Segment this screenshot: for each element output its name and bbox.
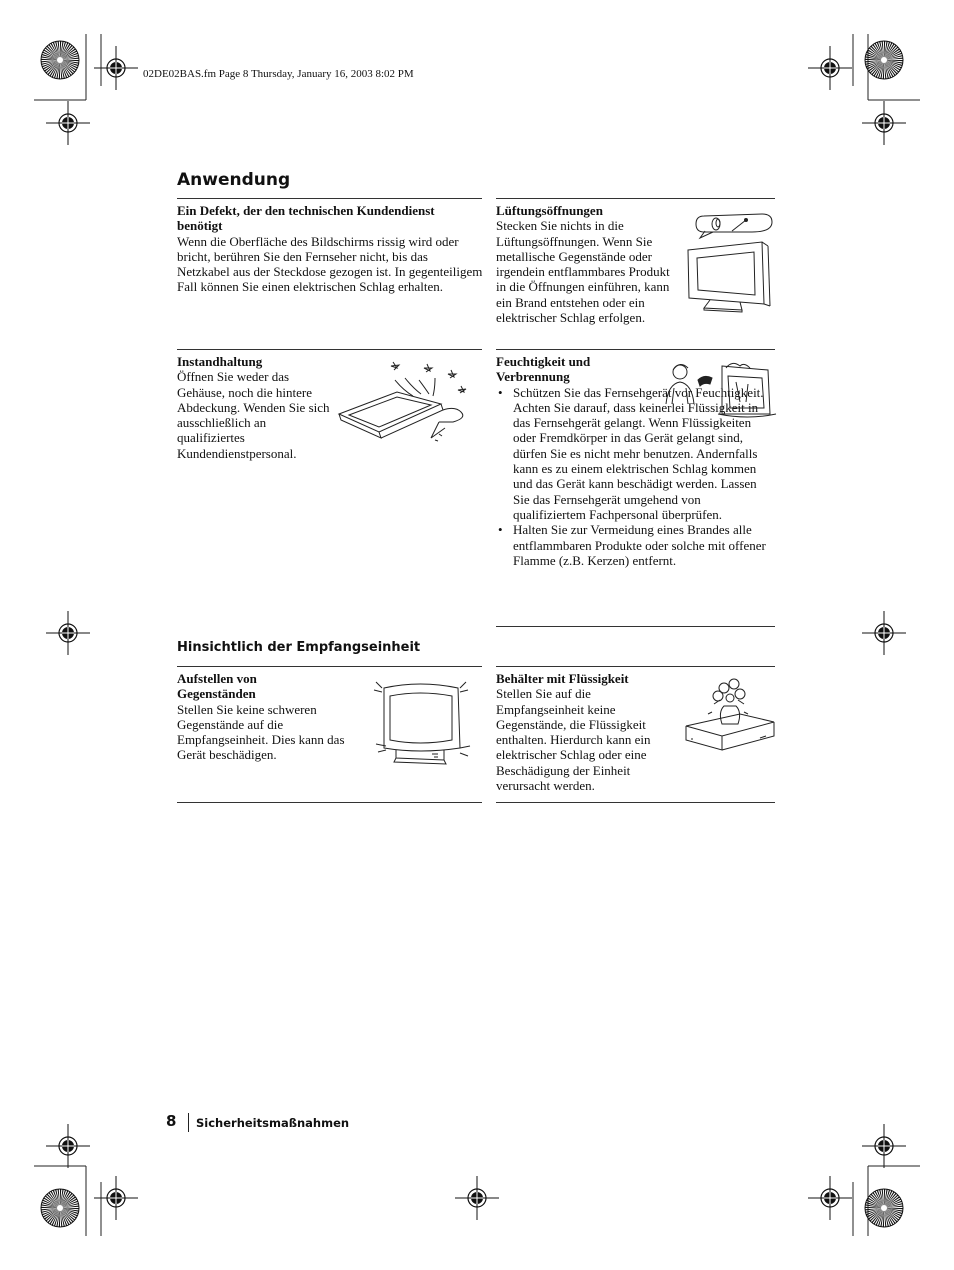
divider (177, 349, 482, 350)
list-item: • Schützen Sie das Fernsehgerät vor Feuchtigkeit. Achten Sie darauf, dass keinerlei Flüssigkeit in das Fernsehgerät gelangt. Wenn Flüssigkeiten oder Fremdkörper in das Gerät gelangt sind, dürfen Sie es nicht mehr benutzen. Andernfalls kann es zu einem elektrischen Schlag kommen und das Gerät kann beschädigt werden. Lassen Sie das Fernsehgerät umgehend von qualifiziertem Fachpersonal überprüfen. (496, 385, 774, 523)
divider (177, 802, 482, 803)
block-title: Feuchtigkeit und Verbrennung (496, 354, 591, 385)
block-defekt (177, 203, 483, 295)
section-title-anwendung: Anwendung (177, 170, 291, 190)
block-title: Behälter mit Flüssigkeit (496, 671, 629, 686)
page-number: 8 (166, 1112, 177, 1130)
block-title: Ein Defekt, der den technischen Kundendienst benötigt (177, 203, 435, 234)
block-title: Aufstellen von Gegenständen (177, 671, 257, 702)
block-text: Stecken Sie nichts in die Lüftungsöffnungen. Wenn Sie metallische Gegenstände oder irgendein entflammbares Produkt in die Öffnungen einführen, kann ein Brand entstehen oder ein elektrischer Schlag erfolgen. (496, 218, 670, 326)
block-title: Lüftungsöffnungen (496, 203, 603, 218)
block-text: Stellen Sie auf die Empfangseinheit keine Gegenstände, die Flüssigkeit enthalten. Hierdurch kann ein elektrischer Schlag oder eine Beschädigung der Einheit verursacht werden. (496, 686, 651, 794)
divider (177, 198, 482, 199)
block-behaelter (496, 671, 674, 793)
divider (496, 626, 775, 627)
block-aufstellen (177, 671, 357, 763)
block-text: Öffnen Sie weder das Gehäuse, noch die hintere Abdeckung. Wenden Sie sich ausschließlich an qualifiziertes Kundendienstpersonal. (177, 369, 330, 461)
broken-screen-illustration (335, 358, 480, 448)
heavy-object-illustration (372, 678, 477, 770)
file-info-line: 02DE02BAS.fm Page 8 Thursday, January 16, 2003 8:02 PM (143, 68, 414, 80)
moisture-illustration (660, 358, 776, 420)
vase-on-receiver-illustration (684, 674, 776, 752)
block-lueftung (496, 203, 678, 325)
block-title: Instandhaltung (177, 354, 263, 369)
divider (496, 198, 775, 199)
footer-separator (188, 1113, 189, 1132)
block-text: Wenn die Oberfläche des Bildschirms rissig wird oder bricht, berühren Sie den Fernseher nicht, bis das Netzkabel aus der Steckdose gezogen ist. In gegenteiligem Fall können Sie einen elektrischen Schlag erhalten. (177, 233, 483, 295)
block-instandhaltung (177, 354, 332, 461)
block-text: Stellen Sie keine schweren Gegenstände auf die Empfangseinheit. Dies kann das Gerät beschädigen. (177, 701, 345, 763)
section-title-empfangseinheit: Hinsichtlich der Empfangseinheit (177, 640, 421, 655)
tv-vent-illustration (682, 210, 777, 318)
divider (496, 666, 775, 667)
divider (496, 349, 775, 350)
footer-section-label: Sicherheitsmaßnahmen (196, 1116, 350, 1130)
list-item: • Halten Sie zur Vermeidung eines Brandes alle entflammbaren Produkte oder solche mit offener Flamme (z.B. Kerzen) entfernt. (496, 522, 774, 568)
divider (496, 802, 775, 803)
divider (177, 666, 482, 667)
